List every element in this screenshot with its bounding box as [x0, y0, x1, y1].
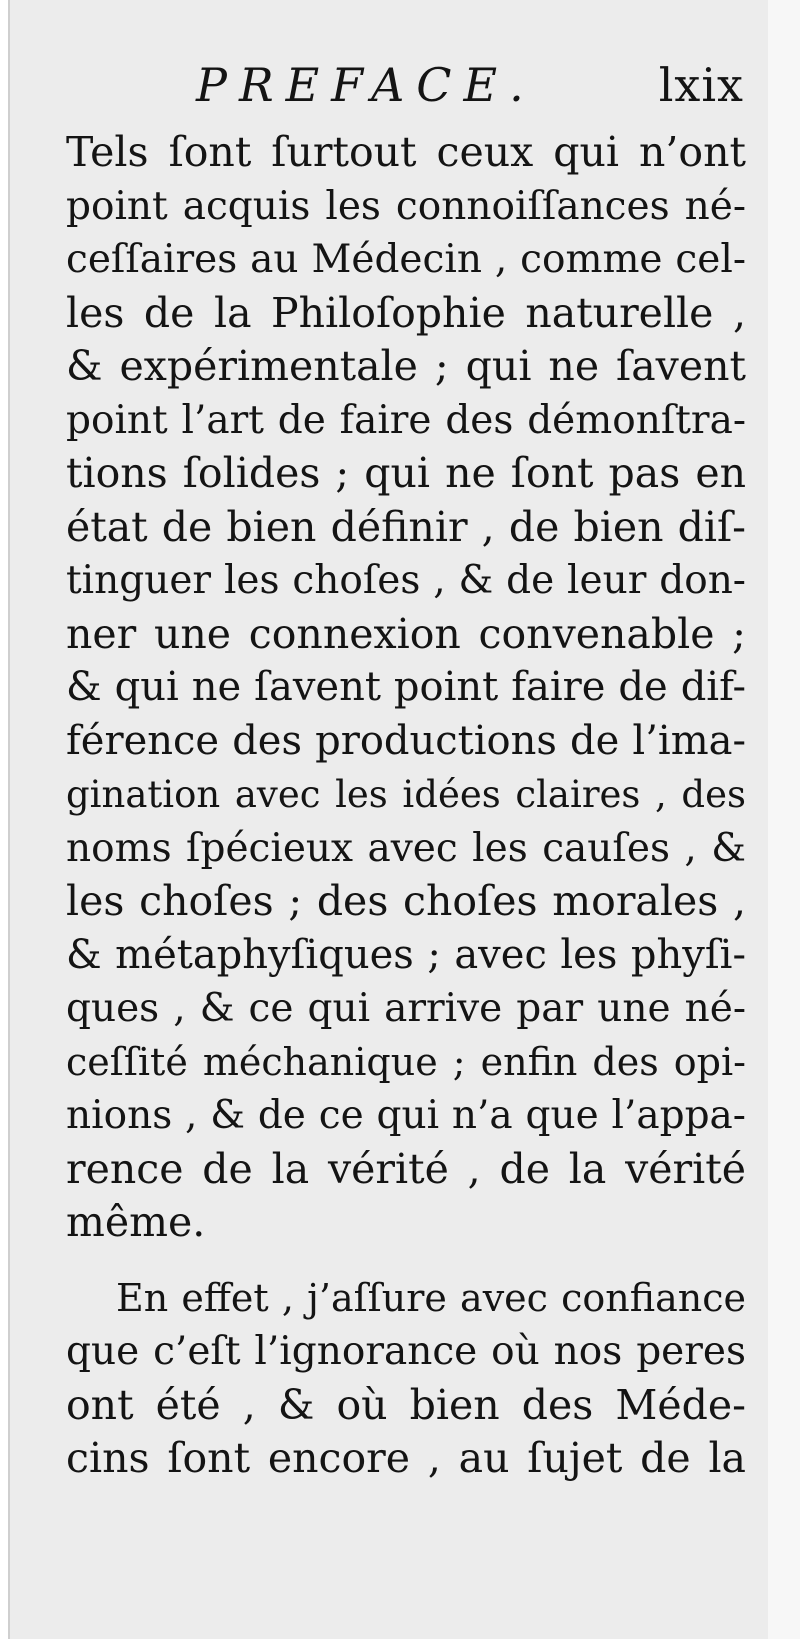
- text-line: noms ſpécieux avec les cauſes , &: [66, 825, 746, 871]
- text-line: férence des productions de l’ima-: [66, 717, 746, 764]
- page-header: [196, 56, 744, 114]
- text-line: Tels ſont ſurtout ceux qui n’ont: [66, 128, 746, 176]
- text-line: tions ſolides ; qui ne ſont pas en: [66, 449, 746, 497]
- text-line: tinguer les choſes , & de leur don-: [66, 558, 746, 603]
- text-line: ceſſaires au Médecin , comme cel-: [66, 237, 746, 282]
- text-line: & métaphyſiques ; avec les phyſi-: [66, 931, 746, 978]
- text-line: cins ſont encore , au ſujet de la: [66, 1434, 746, 1482]
- paragraph: [66, 126, 746, 1250]
- paragraph: [66, 1272, 746, 1486]
- text-line: point acquis les connoiſſances né-: [66, 183, 746, 229]
- text-line: que c’eſt l’ignorance où nos peres: [66, 1329, 746, 1374]
- page-margin: [768, 0, 800, 1639]
- text-line: nions , & de ce qui n’a que l’appa-: [66, 1093, 746, 1138]
- text-line: même.: [66, 1198, 206, 1246]
- running-title: PREFACE.: [196, 58, 536, 112]
- scanned-page: [8, 0, 770, 1639]
- page-number: lxix: [658, 58, 744, 112]
- text-line: rence de la vérité , de la vérité: [66, 1144, 746, 1193]
- text-line: les de la Philoſophie naturelle ,: [66, 288, 746, 337]
- text-line: ont été , & où bien des Méde-: [66, 1380, 746, 1429]
- body-text: [66, 126, 746, 1486]
- text-line: point l’art de faire des démonſtra-: [66, 397, 746, 443]
- text-line: & qui ne ſavent point faire de dif-: [66, 664, 746, 710]
- text-line: gination avec les idées claires , des: [66, 773, 746, 816]
- text-line: & expérimentale ; qui ne ſavent: [66, 342, 746, 390]
- text-line: ner une connexion convenable ;: [66, 609, 746, 658]
- text-line: ques , & ce qui arrive par une né-: [66, 986, 746, 1031]
- paragraph-gap: [66, 1250, 746, 1272]
- text-line: En effet , j’aſſure avec confiance: [116, 1275, 746, 1320]
- text-line: les choſes ; des choſes morales ,: [66, 877, 746, 925]
- text-line: ceſſité méchanique ; enfin des opi-: [66, 1039, 746, 1084]
- text-line: état de bien définir , de bien diſ-: [66, 502, 746, 551]
